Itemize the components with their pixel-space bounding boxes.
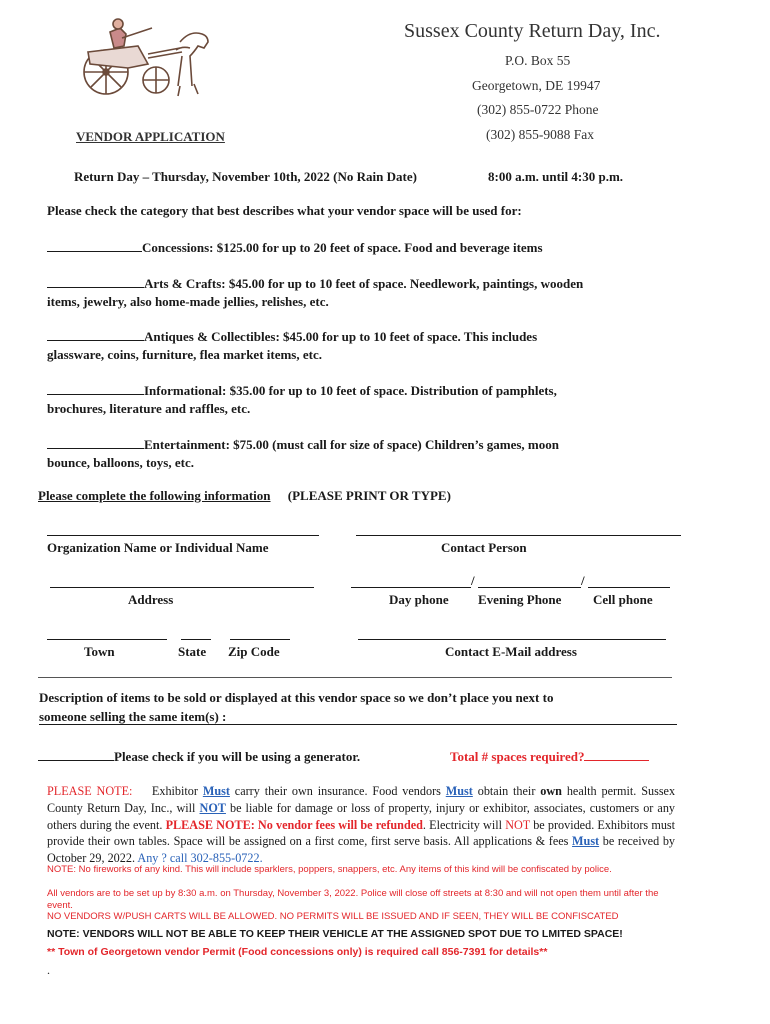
- note-text: be liable for damage or loss of property, injury or exhibitor, associates, customers or any others during the event.: [47, 800, 676, 832]
- must-emphasis: Must: [445, 784, 473, 798]
- category-detail: bounce, balloons, toys, etc.: [47, 455, 194, 470]
- category-antiques[interactable]: [47, 328, 727, 364]
- cell-phone-field[interactable]: [588, 587, 670, 588]
- cell-phone-label: Cell phone: [593, 592, 653, 607]
- category-label: Informational: $35.00 for up to 10 feet of space. Distribution of pamphlets,: [144, 383, 557, 398]
- zip-field[interactable]: [230, 639, 290, 640]
- check-blank[interactable]: [47, 394, 144, 395]
- event-time: 8:00 a.m. until 4:30 p.m.: [488, 169, 624, 184]
- state-label: State: [178, 644, 207, 659]
- address-field[interactable]: [50, 587, 314, 588]
- contact-phone-note: Any ? call 302-855-0722.: [137, 851, 263, 866]
- info-heading-text: Please complete the following information: [38, 488, 271, 503]
- spaces-field[interactable]: [584, 760, 649, 761]
- org-name-field[interactable]: [47, 535, 319, 536]
- category-prompt: Please check the category that best describes what your vendor space will be used for:: [47, 203, 522, 218]
- category-detail: glassware, coins, furniture, flea market items, etc.: [47, 347, 322, 362]
- note-text: obtain their: [477, 784, 536, 798]
- town-label: Town: [84, 644, 115, 659]
- check-blank[interactable]: [47, 287, 144, 288]
- please-note: PLEASE NOTE:: [47, 784, 133, 798]
- note-text: be provided. Exhibitors must provide their own tables. Space will be assigned on a first come, first serve basis. All applications & fees: [47, 817, 676, 849]
- check-blank[interactable]: [47, 448, 144, 449]
- org-name-label: Organization Name or Individual Name: [47, 540, 269, 555]
- category-concessions[interactable]: [47, 239, 727, 257]
- evening-phone-label: Evening Phone: [478, 592, 562, 607]
- generator-row[interactable]: [38, 749, 360, 765]
- not-emphasis: NOT: [199, 800, 226, 815]
- spaces-row[interactable]: [450, 749, 649, 765]
- horse-carriage-logo: [68, 14, 218, 106]
- phone-number: (302) 855-0722 Phone: [477, 102, 599, 117]
- not-electricity: NOT: [505, 817, 531, 832]
- fax-number: (302) 855-9088 Fax: [486, 127, 594, 142]
- category-informational[interactable]: [47, 382, 727, 418]
- must-emphasis: Must: [572, 834, 600, 849]
- own-emphasis: own: [540, 784, 562, 798]
- day-phone-label: Day phone: [389, 592, 449, 607]
- notes-paragraph: PLEASE NOTE: Exhibitor Must carry their own insurance. Food vendors Must obtain their own health permit. Sussex County Return Day, Inc., will NOT be liable for damage or loss of property, injury or exhibitor, associates, customers or any others during the event. PLEASE NOTE: No vendor fees will be refunded. Electricity will NOT be provided. Exhibitors must provide their own tables. Space will be assigned on a first come, first serve basis. All applications & fees Must be received by October 29, 2022. Any ? call 302-855-0722.: [47, 784, 676, 866]
- generator-label: Please check if you will be using a generator.: [114, 749, 361, 764]
- email-field[interactable]: [358, 639, 666, 640]
- trailing-dot: .: [47, 963, 50, 977]
- contact-person-field[interactable]: [356, 535, 681, 536]
- event-date: Return Day – Thursday, November 10th, 2022 (No Rain Date): [74, 169, 417, 184]
- check-blank[interactable]: [47, 251, 142, 252]
- permit-note: ** Town of Georgetown vendor Permit (Food concessions only) is required call 856-7391 for details**: [47, 946, 548, 958]
- state-field[interactable]: [181, 639, 211, 640]
- print-note: (PLEASE PRINT OR TYPE): [287, 488, 451, 503]
- category-label: Antiques & Collectibles: $45.00 for up to 10 feet of space. This includes: [144, 329, 538, 344]
- po-box: P.O. Box 55: [505, 53, 571, 68]
- phone-separator: /: [581, 573, 585, 588]
- description-prompt-line1: Description of items to be sold or displayed at this vendor space so we don’t place you next to: [39, 690, 554, 705]
- description-prompt: [39, 688, 553, 726]
- note-text: Exhibitor: [151, 784, 198, 798]
- info-heading: [38, 488, 451, 504]
- spaces-label: Total # spaces required?: [450, 749, 585, 764]
- category-label: Arts & Crafts: $45.00 for up to 10 feet of space. Needlework, paintings, wooden: [144, 276, 584, 291]
- fireworks-note: NOTE: No fireworks of any kind. This will include sparklers, poppers, snappers, etc. Any items of this kind will be confiscated by police.: [47, 864, 612, 875]
- town-field[interactable]: [47, 639, 167, 640]
- check-blank[interactable]: [47, 340, 144, 341]
- no-refund-note: PLEASE NOTE: No vendor fees will be refunded: [165, 817, 423, 832]
- must-emphasis: Must: [202, 784, 230, 798]
- note-text: Electricity will: [429, 817, 503, 832]
- note-text: health permit. Sussex County Return Day, Inc., will: [47, 784, 676, 815]
- email-label: Contact E-Mail address: [445, 644, 577, 659]
- category-label: Concessions: $125.00 for up to 20 feet of space. Food and beverage items: [142, 240, 543, 255]
- form-title: VENDOR APPLICATION: [76, 129, 225, 144]
- description-prompt-line2: someone selling the same item(s) :: [39, 709, 227, 724]
- vehicle-note: NOTE: VENDORS WILL NOT BE ABLE TO KEEP THEIR VEHICLE AT THE ASSIGNED SPOT DUE TO LMITED SPACE!: [47, 928, 623, 940]
- generator-check-blank[interactable]: [38, 760, 114, 761]
- city-state-zip: Georgetown, DE 19947: [472, 78, 601, 93]
- note-text: be received by October 29, 2022.: [47, 834, 676, 866]
- note-text: carry their own insurance. Food vendors: [234, 784, 441, 798]
- phone-separator: /: [471, 573, 475, 588]
- category-arts-crafts[interactable]: [47, 275, 727, 311]
- separator-line: [38, 677, 672, 678]
- evening-phone-field[interactable]: [478, 587, 581, 588]
- category-entertainment[interactable]: [47, 436, 727, 472]
- organization-name: Sussex County Return Day, Inc.: [404, 20, 661, 42]
- contact-person-label: Contact Person: [441, 540, 527, 555]
- day-phone-field[interactable]: [351, 587, 471, 588]
- category-detail: items, jewelry, also home-made jellies, relishes, etc.: [47, 294, 329, 309]
- category-detail: brochures, literature and raffles, etc.: [47, 401, 251, 416]
- setup-note: All vendors are to be set up by 8:30 a.m. on Thursday, November 3, 2022. Police will close off streets at 8:30 and will not open them until after the event.: [47, 888, 659, 911]
- zip-label: Zip Code: [228, 644, 280, 659]
- description-field[interactable]: [39, 724, 677, 725]
- push-carts-note: NO VENDORS W/PUSH CARTS WILL BE ALLOWED. NO PERMITS WILL BE ISSUED AND IF SEEN, THEY WILL BE CONFISCATED: [47, 911, 619, 922]
- category-label: Entertainment: $75.00 (must call for size of space) Children’s games, moon: [144, 437, 559, 452]
- address-label: Address: [128, 592, 174, 607]
